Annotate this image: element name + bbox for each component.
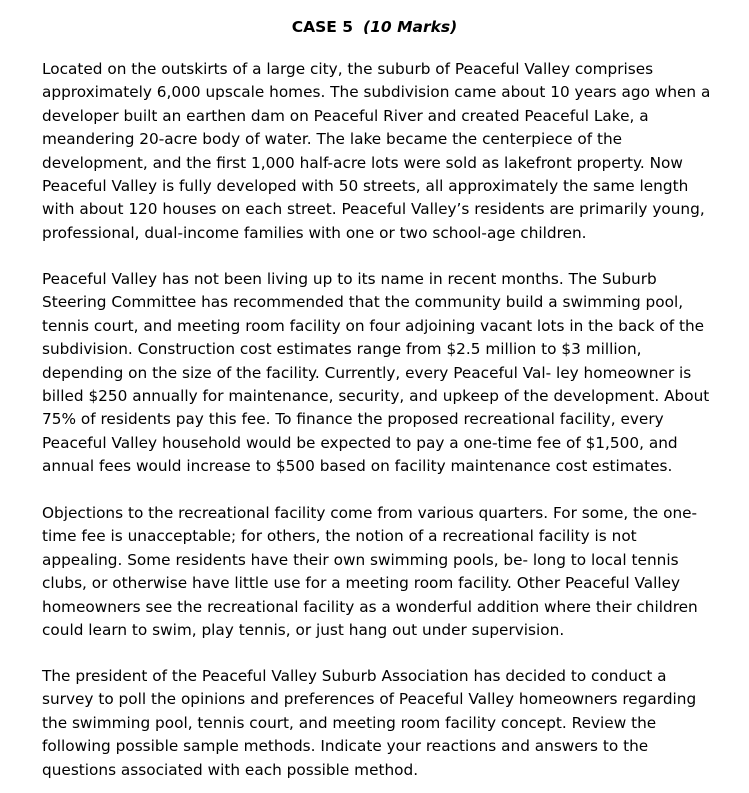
text-line: homeowners see the recreational facility as a wonderful addition where their children [42, 597, 698, 616]
paragraph-background [42, 58, 722, 245]
text-line: The president of the Peaceful Valley Suburb Association has decided to conduct a [42, 667, 667, 685]
text-line: developer built an earthen dam on Peaceful River and created Peaceful Lake, a [42, 106, 649, 125]
text-line: clubs, or otherwise have little use for a meeting room facility. Other Peaceful Valley [42, 574, 681, 593]
paragraph-survey [42, 665, 722, 782]
text-line: Peaceful Valley is fully developed with 50 streets, all approximately the same length [42, 177, 689, 196]
text-line: following possible sample methods. Indicate your reactions and answers to the [42, 737, 649, 756]
text-line: billed $250 annually for maintenance, security, and upkeep of the development. About [42, 387, 710, 406]
text-line: Located on the outskirts of a large city, the suburb of Peaceful Valley comprises [42, 60, 654, 78]
text-line: could learn to swim, play tennis, or just hang out under supervision. [42, 621, 565, 640]
text-line: approximately 6,000 upscale homes. The subdivision came about 10 years ago when a [42, 83, 711, 102]
text-line: meandering 20-acre body of water. The lake became the centerpiece of the [42, 130, 623, 149]
text-line: questions associated with each possible method. [42, 760, 419, 779]
text-line: Objections to the recreational facility come from various quarters. For some, the one- [42, 504, 698, 522]
paragraph-proposal [42, 268, 722, 479]
text-line: appealing. Some residents have their own swimming pools, be- long to local tennis [42, 550, 679, 569]
text-line: annual fees would increase to $500 based on facility maintenance cost estimates. [42, 457, 673, 476]
paragraph-objections [42, 502, 722, 642]
case-label: CASE 5 [291, 18, 354, 36]
text-line: development, and the first 1,000 half-acre lots were sold as lakefront property. Now [42, 153, 683, 172]
text-line: time fee is unacceptable; for others, the notion of a recreational facility is not [42, 527, 637, 546]
text-line: Peaceful Valley has not been living up to its name in recent months. The Suburb [42, 270, 657, 288]
text-line: survey to poll the opinions and preferences of Peaceful Valley homeowners regarding [42, 690, 697, 709]
case-heading [0, 16, 749, 38]
text-line: the swimming pool, tennis court, and meeting room facility concept. Review the [42, 713, 657, 732]
text-line: professional, dual-income families with one or two school-age children. [42, 223, 587, 242]
text-line: with about 120 houses on each street. Peaceful Valley’s residents are primarily young, [42, 200, 705, 219]
text-line: 75% of residents pay this fee. To finance the proposed recreational facility, every [42, 410, 664, 429]
marks-label: (10 Marks) [363, 18, 458, 36]
text-line: tennis court, and meeting room facility on four adjoining vacant lots in the back of the [42, 316, 705, 335]
text-line: Steering Committee has recommended that the community build a swimming pool, [42, 293, 684, 312]
text-line: depending on the size of the facility. Currently, every Peaceful Val- ley homeowner is [42, 363, 692, 382]
text-line: subdivision. Construction cost estimates range from $2.5 million to $3 million, [42, 340, 642, 359]
text-line: Peaceful Valley household would be expected to pay a one-time fee of $1,500, and [42, 433, 678, 452]
